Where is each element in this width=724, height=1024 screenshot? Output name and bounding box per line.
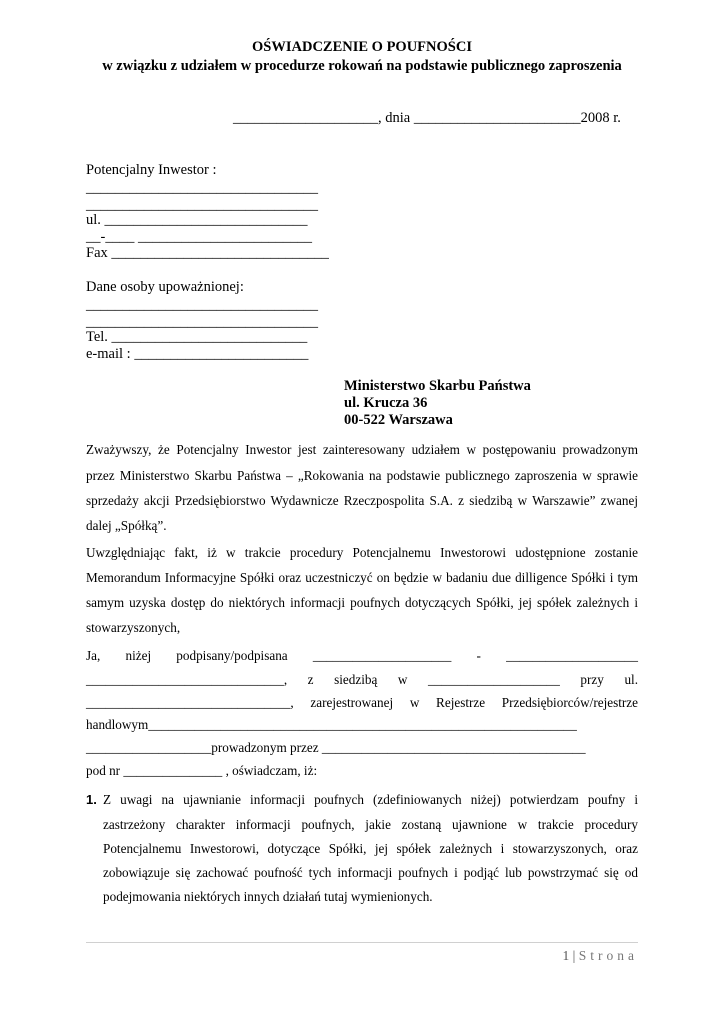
recipient-city: 00-522 Warszawa bbox=[344, 412, 453, 428]
paragraph-line: Memorandum Informacyjne Spółki oraz uczestniczyć on będzie w badaniu due dilligence Spółki i tym bbox=[86, 570, 638, 585]
declaration-line: _______________________________, zarejestrowanej w Rejestrze Przedsiębiorców/rejestrze bbox=[86, 695, 638, 710]
footer-rule bbox=[86, 942, 638, 943]
authorized-line: ________________________________ bbox=[86, 314, 318, 330]
paragraph-line: Uwzględniając fakt, iż w trakcie procedury Potencjalnemu Inwestorowi udostępnione zostanie bbox=[86, 545, 638, 560]
authorized-line: ________________________________ bbox=[86, 297, 318, 313]
recipient-street: ul. Krucza 36 bbox=[344, 395, 428, 411]
point-number: 1. bbox=[86, 792, 97, 807]
point-line: zastrzeżony charakter informacji poufnych, jakie zostaną ujawnione w trakcie procedury bbox=[103, 817, 638, 832]
document-title: OŚWIADCZENIE O POUFNOŚCI bbox=[252, 39, 472, 55]
page-footer bbox=[563, 948, 638, 964]
investor-street-line: ul. ____________________________ bbox=[86, 212, 308, 228]
document-subtitle: w związku z udziałem w procedurze rokowań na podstawie publicznego zaproszenia bbox=[102, 58, 622, 74]
investor-postcode-line: __-____ ________________________ bbox=[86, 229, 312, 245]
paragraph-line: sprzedaży akcji Przedsiębiorstwo Wydawnicze Rzeczpospolita S.A. z siedzibą w Warszawie” zwanej bbox=[86, 493, 638, 508]
declaration-line: ______________________________, z siedzibą w ____________________ przy ul. bbox=[86, 672, 638, 687]
declaration-line: Ja, niżej podpisany/podpisana _____________________ - ____________________ bbox=[86, 648, 638, 663]
point-line: zobowiązuje się zachować poufność tych informacji poufnych i podjąć lub powstrzymać się od bbox=[103, 865, 638, 880]
point-line: Z uwagi na ujawnianie informacji poufnych (zdefiniowanych niżej) potwierdzam poufny i bbox=[103, 792, 638, 807]
paragraph-line: przez Ministerstwo Skarbu Państwa – „Rokowania na podstawie publicznego zaproszenia w sprawie bbox=[86, 468, 638, 483]
page-number: 1 bbox=[562, 948, 570, 963]
paragraph-line: stowarzyszonych, bbox=[86, 620, 181, 635]
recipient-name: Ministerstwo Skarbu Państwa bbox=[344, 378, 531, 394]
declaration-line: pod nr _______________ , oświadczam, iż: bbox=[86, 763, 318, 778]
paragraph-line: Zważywszy, że Potencjalny Inwestor jest zainteresowany udziałem w postępowaniu prowadzonym bbox=[86, 442, 638, 457]
point-line: Potencjalnemu Inwestorowi, dotyczące Spółki, jej spółek zależnych i stowarzyszonych, oraz bbox=[103, 841, 638, 856]
investor-fax-line: Fax ______________________________ bbox=[86, 245, 329, 261]
authorized-label: Dane osoby upoważnionej: bbox=[86, 279, 244, 295]
investor-line: ________________________________ bbox=[86, 197, 318, 213]
point-line: podejmowania niektórych innych działań tutaj wymienionych. bbox=[103, 889, 433, 904]
declaration-line: ___________________prowadzonym przez ________________________________________ bbox=[86, 740, 586, 755]
footer-separator: | bbox=[569, 948, 579, 963]
place-date-line: ____________________, dnia _______________________2008 r. bbox=[233, 110, 621, 126]
investor-line: ________________________________ bbox=[86, 180, 318, 196]
authorized-email-line: e-mail : ________________________ bbox=[86, 346, 309, 362]
authorized-phone-line: Tel. ___________________________ bbox=[86, 329, 308, 345]
declaration-line: handlowym_________________________________________________________________ bbox=[86, 717, 577, 732]
investor-label: Potencjalny Inwestor : bbox=[86, 162, 217, 178]
page-label: Strona bbox=[578, 948, 638, 963]
paragraph-line: samym uzyska dostęp do niektórych informacji poufnych dotyczących Spółki, jej spółek zależnych i bbox=[86, 595, 638, 610]
paragraph-line: dalej „Spółką”. bbox=[86, 518, 167, 533]
